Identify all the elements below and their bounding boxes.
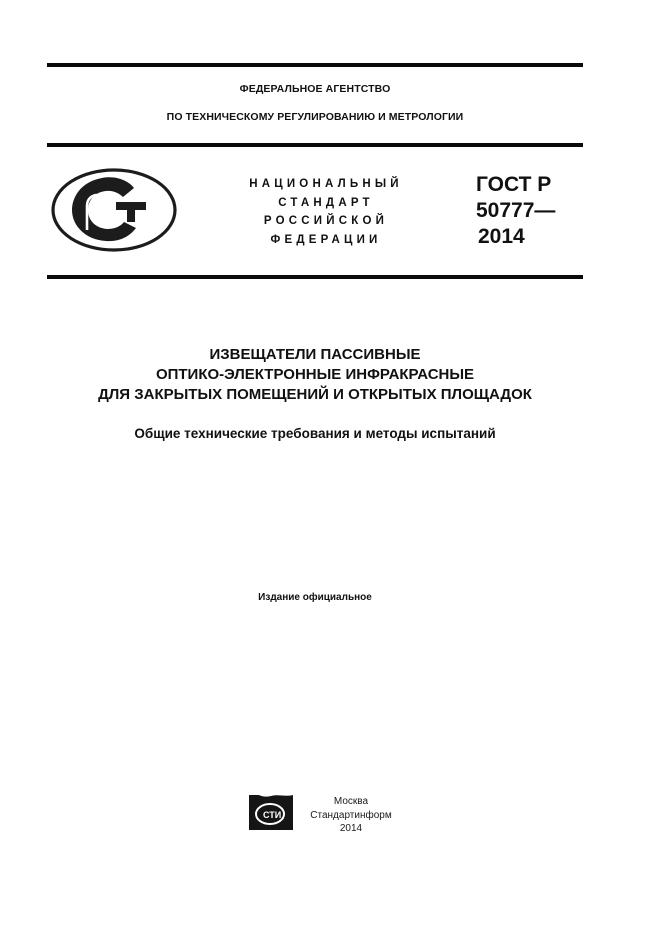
agency-line-1: ФЕДЕРАЛЬНОЕ АГЕНТСТВО [239, 83, 391, 95]
title-line: ДЛЯ ЗАКРЫТЫХ ПОМЕЩЕНИЙ И ОТКРЫТЫХ ПЛОЩАДОК [98, 386, 532, 403]
title-line: ИЗВЕЩАТЕЛИ ПАССИВНЫЕ [209, 346, 421, 363]
national-standard-line: РОССИЙСКОЙ [263, 215, 389, 227]
document-title [47, 345, 583, 405]
national-standard-label [236, 175, 416, 249]
publisher-city: Москва [333, 796, 369, 807]
national-standard-line: ФЕДЕРАЦИИ [270, 233, 382, 246]
publication-year: 2014 [339, 823, 363, 834]
document-subtitle: Общие технические требования и методы испытаний [134, 426, 496, 441]
publisher-name: Стандартинформ [310, 809, 392, 821]
header-bottom-rule [47, 143, 583, 147]
standartinform-logo-icon [249, 795, 293, 830]
national-standard-line: НАЦИОНАЛЬНЫЙ [249, 178, 403, 190]
edition-label: Издание официальное [258, 592, 372, 603]
designation-prefix: ГОСТ Р [476, 173, 552, 196]
rst-certification-mark-icon [50, 166, 178, 254]
designation-number: 50777— [476, 199, 556, 222]
agency-line-2: ПО ТЕХНИЧЕСКОМУ РЕГУЛИРОВАНИЮ И МЕТРОЛОГИИ [166, 111, 464, 123]
standard-designation [476, 172, 555, 250]
title-line: ОПТИКО-ЭЛЕКТРОННЫЕ ИНФРАКРАСНЫЕ [155, 366, 475, 383]
top-rule [47, 63, 583, 67]
standard-block-bottom-rule [47, 275, 583, 279]
national-standard-line: СТАНДАРТ [278, 196, 374, 209]
designation-year: 2014 [478, 225, 525, 248]
publisher-info [296, 795, 406, 836]
svg-text:СТИ: СТИ [263, 810, 282, 820]
